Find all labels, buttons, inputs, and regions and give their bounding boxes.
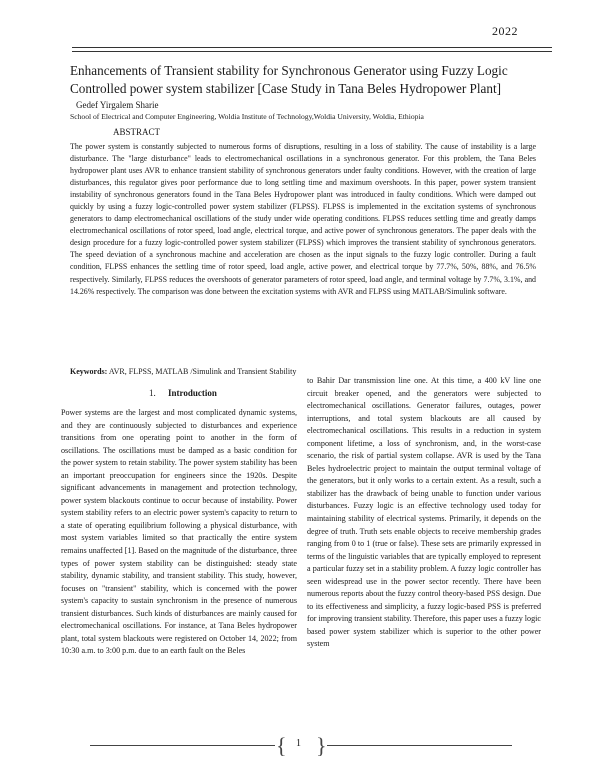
- footer-rule-right: [327, 745, 512, 746]
- abstract-heading: ABSTRACT: [113, 127, 161, 137]
- keywords-text: AVR, FLPSS, MATLAB /Simulink and Transient Stability: [107, 367, 297, 376]
- paper-title: Enhancements of Transient stability for Synchronous Generator using Fuzzy Logic Controlled power system stabilizer [Case Study in Tana Beles Hydropower Plant]: [70, 63, 508, 96]
- footer-brace-right: }: [316, 733, 327, 758]
- abstract-text: The power system is constantly subjected to numerous forms of disruptions, resulting in a loss of stability. The cause of instability is a large disturbance. The "large disturbance" leads to electromechanical oscillations in a synchronous generator. For this problem, the Tana Beles hydropower plant uses AVR to enhance transient stability of synchronous generators under faulty conditions. However, with the creation of large disturbances, this regulator gives poor performance due to long settling time and maximum overshoots. In this paper, power system transient instability of synchronous generators found in the Tana Beles Hydropower plant was introduced in faulty conditions. Which were damped out quickly by using a fuzzy logic-controlled power system stabilizer (FLPSS). FLPSS is implemented in the excitation systems of synchronous generators to damp electromechanical oscillations of the study under wide operating conditions. FLPSS reduces settling time and greatly damps electromechanical oscillations of rotor speed, load angle, electrical torque, and active power of synchronous generators. The paper deals with the design procedure for a fuzzy logic-controlled power system stabilizer (FLPSS) which improves the transient stability of synchronous generators. The speed deviation of a synchronous machine and acceleration are chosen as the input signals to the fuzzy logic controller. During a fault condition, FLPSS enhances the settling time of rotor speed, load angle, active power, and electrical torque by 77.7%, 50%, 88%, and 76.5% respectively. Similarly, FLPSS reduces the overshoots of generator parameters of rotor speed, load angle, and terminal voltage by 7.7%, 3.1%, and 14.26% respectively. The comparison was done between the excitation systems with AVR and FLPSS using MATLAB/Simulink software.: [70, 142, 536, 296]
- page-number: 1: [296, 738, 301, 749]
- header-rule: [72, 47, 552, 48]
- section-title: Introduction: [168, 388, 217, 398]
- section-heading: [149, 388, 217, 398]
- body-right-column: to Bahir Dar transmission line one. At this time, a 400 kV line one circuit breaker opened, and the generators were subjected to electromechanical oscillations. Generator failures, outages, power interruptions, and total system blackouts are all caused by electromechanical oscillations. This results in a reduction in system component lifetime, a loss of synchronism, and, in the worst-case scenario, the risk of partial system collapse. AVR is used by the Tana Beles hydroelectric project to maintain the output terminal voltage of the generators, but it only works to a certain extent. As a result, such a stabilizer has the drawback of being unable to function under various disturbances. Fuzzy logic is an effective technology used today for maintaining stability of electrical systems. Primarily, it depends on the degree of truth. Truth sets enable objects to receive membership grades ranging from 0 to 1 (true or false). These sets are primarily expressed in terms of the linguistic variables that are typically employed to represent a particular fuzzy set in a stability problem. A fuzzy logic controller has seen widespread use in the power sector recently. There have been numerous reports about the fuzzy control theory-based PSS design. Due to its effectiveness and simplicity, a fuzzy logic-based PSS is preferred for improving transient stability. Therefore, this paper uses a fuzzy logic based power system stabilizer which is superior to the other power system: [307, 376, 541, 649]
- author-name: Gedef Yirgalem Sharie: [76, 100, 159, 110]
- section-number: 1.: [149, 388, 156, 398]
- body-left-column: Power systems are the largest and most complicated dynamic systems, and they are continuously subjected to disturbances and experience transitions from one operating point to another in the form of oscillations. The oscillations must be damped as a basic condition for the power system to retain stability. The power system stability has been an important preoccupation for engineers since the 1920s. Despite significant advancements in management and protection technology, power system blackouts continue to occur because of instability. Power system stability refers to an electric power system's capacity to return to a state of operating equilibrium following a physical disturbance, with most system variables limited so that practically the entire system remains unaffected [1]. Based on the magnitude of the disturbance, three types of power system stability can be distinguished: steady state stability, dynamic stability, and transient stability. This study, however, focuses on "transient" stability, which is concerned with the power system's capacity to sustain synchronism in the presence of numerous transient disturbances. Such kinds of disturbances are mainly caused for electromechanical oscillations. For instance, at Tana Beles hydropower plant, total system blackouts were registered on October 14, 2022; from 10:30 a.m. to 3:00 p.m. due to an earth fault on the Beles: [61, 408, 297, 656]
- header-year: 2022: [492, 24, 518, 38]
- author-affiliation: School of Electrical and Computer Engineering, Woldia Institute of Technology,Woldia University, Woldia, Ethiopia: [70, 112, 424, 121]
- footer-rule-left: [90, 745, 275, 746]
- footer-brace-left: {: [276, 733, 287, 758]
- keywords-label: Keywords:: [70, 367, 108, 376]
- header-rule-secondary: [72, 51, 552, 52]
- keywords-line: [70, 367, 296, 376]
